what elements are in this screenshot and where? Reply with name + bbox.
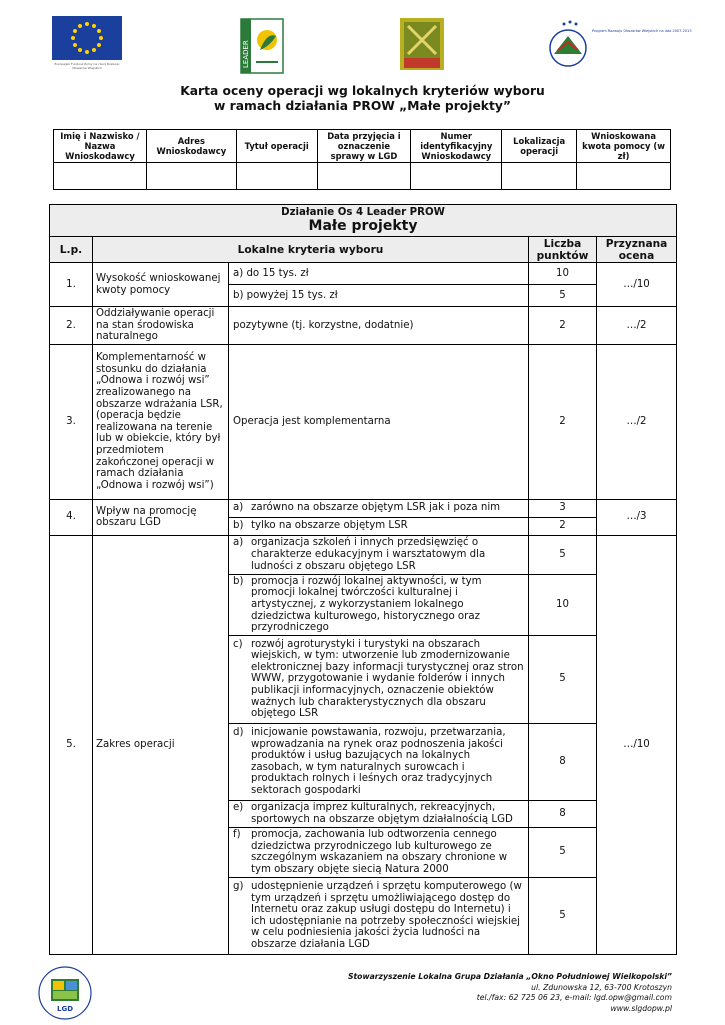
option-letter: g) — [233, 881, 244, 892]
header-applicant-address: Adres Wnioskodawcy — [146, 130, 236, 163]
score-cell[interactable]: …/2 — [597, 307, 677, 345]
lgd-logo — [32, 965, 98, 1021]
option-letter: d) — [233, 727, 244, 738]
score-cell[interactable]: …/3 — [597, 499, 677, 535]
criterion-row — [50, 499, 677, 517]
title-line-2: w ramach działania PROW „Małe projekty” — [214, 99, 511, 113]
leader-logo — [240, 18, 284, 74]
option-points: 2 — [529, 344, 597, 499]
location-field[interactable] — [502, 163, 577, 190]
option-points: 5 — [529, 285, 597, 307]
receipt-date-field[interactable] — [317, 163, 411, 190]
eu-logo — [52, 16, 122, 76]
option-letter: b) — [233, 575, 244, 587]
criterion-row — [50, 535, 677, 574]
criterion-name: Zakres operacji — [93, 535, 229, 954]
requested-amount-field[interactable] — [577, 163, 671, 190]
col-lp: L.p. — [50, 237, 93, 263]
row-number: 3. — [50, 344, 93, 499]
header-operation-title: Tytuł operacji — [236, 130, 317, 163]
header-id-number: Numer identyfikacyjny Wnioskodawcy — [411, 130, 502, 163]
logo-bar — [0, 14, 725, 74]
column-header-row — [50, 237, 677, 263]
option-letter: b) — [233, 520, 244, 532]
option-text: b) powyżej 15 tys. zł — [229, 285, 529, 307]
option-cell — [229, 499, 529, 517]
option-points: 2 — [529, 517, 597, 535]
prow-logo-text: Program Rozwoju Obszarów Wiejskich na lata 2007-2013 — [592, 29, 692, 33]
option-text: organizacja imprez kulturalnych, rekreacyjnych, sportowych na obszarze objętym działalnością LGD — [251, 802, 513, 825]
applicant-table — [53, 129, 671, 190]
option-text: zarówno na obszarze objętym LSR jak i poza nim — [251, 502, 501, 514]
title-line-1: Karta oceny operacji wg lokalnych kryteriów wyboru — [180, 84, 545, 98]
section-header — [50, 205, 677, 237]
col-criteria: Lokalne kryteria wyboru — [93, 237, 529, 263]
option-letter: a) — [233, 537, 244, 549]
option-points: 5 — [529, 635, 597, 723]
option-text: promocja i rozwój lokalnej aktywności, w tym promocji lokalnej twórczości kulturalnej i artystycznej, z wykorzystaniem lokalnego dziedzictwa kulturowego, historycznego oraz przyrodniczego — [251, 575, 482, 634]
option-cell — [229, 827, 529, 877]
footer-org: Stowarzyszenie Lokalna Grupa Działania „Okno Południowej Wielkopolski” — [347, 972, 672, 981]
option-points: 5 — [529, 827, 597, 877]
header-requested-amount: Wnioskowana kwota pomocy (w zł) — [577, 130, 671, 163]
footer-address: ul. Zdunowska 12, 63-700 Krotoszyn — [531, 982, 672, 992]
header-applicant-name: Imię i Nazwisko / Nazwa Wnioskodawcy — [54, 130, 147, 163]
option-points: 10 — [529, 574, 597, 635]
row-number: 4. — [50, 499, 93, 535]
applicant-header-row — [54, 130, 671, 163]
option-text: tylko na obszarze objętym LSR — [251, 520, 408, 532]
eu-flag-icon — [52, 16, 122, 60]
option-points: 5 — [529, 535, 597, 574]
score-cell[interactable]: …/2 — [597, 344, 677, 499]
option-text: organizacja szkoleń i innych przedsięwzięć o charakterze edukacyjnym i warsztatowym dla ludności z obszaru objętego LSR — [251, 537, 486, 572]
option-cell — [229, 635, 529, 723]
eu-caption: Europejski Fundusz Rolny na rzecz Rozwoju Obszarów Wiejskich — [54, 62, 120, 70]
footer — [0, 965, 725, 1024]
score-cell[interactable]: …/10 — [597, 263, 677, 307]
id-number-field[interactable] — [411, 163, 502, 190]
option-points: 3 — [529, 499, 597, 517]
option-text: inicjowanie powstawania, rozwoju, przetwarzania, wprowadzania na rynek oraz podnoszenia jakości produktów i usług bazujących na lokalnych zasobach, w tym naturalnych surowcach i produktach rolnych i leśnych oraz tradycyjnych sektorach gospodarki — [251, 727, 506, 796]
section-header-row — [50, 205, 677, 237]
option-letter: e) — [233, 802, 244, 814]
option-letter: f) — [233, 829, 241, 841]
option-cell — [229, 535, 529, 574]
footer-contact-line: tel./fax: 62 725 06 23, e-mail: lgd.opw@gmail.com — [476, 993, 672, 1002]
option-letter: c) — [233, 638, 243, 650]
header-receipt-date: Data przyjęcia i oznaczenie sprawy w LGD — [317, 130, 411, 163]
page-title — [0, 84, 725, 114]
applicant-entry-row — [54, 163, 671, 190]
section-subtitle: Małe projekty — [308, 218, 418, 235]
option-cell — [229, 877, 529, 954]
col-score: Przyznana ocena — [597, 237, 677, 263]
criterion-name: Oddziaływanie operacji na stan środowiska naturalnego — [93, 307, 229, 345]
option-points: 2 — [529, 307, 597, 345]
option-text: promocja, zachowania lub odtworzenia cennego dziedzictwa przyrodniczego lub kulturowego ze szczególnym wskazaniem na obszary chronione w tym obszary objęte siecią Natura 2000 — [251, 829, 508, 875]
option-points: 8 — [529, 800, 597, 827]
row-number: 2. — [50, 307, 93, 345]
option-cell — [229, 723, 529, 800]
option-cell — [229, 574, 529, 635]
footer-contact — [348, 972, 672, 1014]
section-title: Działanie Os 4 Leader PROW — [281, 206, 445, 218]
operation-title-field[interactable] — [236, 163, 317, 190]
option-points: 8 — [529, 723, 597, 800]
option-text: Operacja jest komplementarna — [229, 344, 529, 499]
option-points: 5 — [529, 877, 597, 954]
criterion-name: Wysokość wnioskowanej kwoty pomocy — [93, 263, 229, 307]
option-text: rozwój agroturystyki i turystyki na obszarach wiejskich, w tym: utworzenie lub zmodernizowanie elektronicznej bazy informacji turystycznej oraz stron WWW, przygotowanie i wydanie folderów i innych publikacji informacyjnych, oznaczenie obiektów ważnych lub charakterystycznych dla obszaru objętego LSR — [251, 638, 524, 720]
lgd-logo-text: LGD — [56, 1005, 74, 1013]
option-cell — [229, 800, 529, 827]
option-points: 10 — [529, 263, 597, 285]
criteria-table — [49, 204, 677, 955]
row-number: 5. — [50, 535, 93, 954]
col-points: Liczba punktów — [529, 237, 597, 263]
criterion-row — [50, 307, 677, 345]
prow-logo — [548, 14, 692, 74]
option-text: a) do 15 tys. zł — [229, 263, 529, 285]
score-cell[interactable]: …/10 — [597, 535, 677, 954]
criterion-row — [50, 344, 677, 499]
option-text: udostępnienie urządzeń i sprzętu komputerowego (w tym urządzeń i sprzętu umożliwiającego dostęp do Internetu oraz zakup usługi dostępu do Internetu) i ich udostępnianie na potrzeby społeczności wiejskiej w celu podniesienia jakości życia ludności na obszarze działania LGD — [251, 881, 522, 950]
option-cell — [229, 517, 529, 535]
criterion-row — [50, 263, 677, 285]
header-location: Lokalizacja operacji — [502, 130, 577, 163]
criterion-name: Wpływ na promocję obszaru LGD — [93, 499, 229, 535]
criterion-name: Komplementarność w stosunku do działania „Odnowa i rozwój wsi” zrealizowanego na obszarze wdrażania LSR, (operacja będzie realizowana na terenie lub w obiekcie, który był przedmiotem zakończonej operacji w ramach działania „Odnowa i rozwój wsi”) — [93, 344, 229, 499]
leader-label: LEADER — [242, 40, 250, 68]
applicant-address-field[interactable] — [146, 163, 236, 190]
footer-website[interactable]: www.slgdopw.pl — [610, 1003, 672, 1013]
applicant-name-field[interactable] — [54, 163, 147, 190]
option-letter: a) — [233, 502, 244, 514]
wielkopolska-logo — [398, 16, 446, 72]
row-number: 1. — [50, 263, 93, 307]
option-text: pozytywne (tj. korzystne, dodatnie) — [229, 307, 529, 345]
